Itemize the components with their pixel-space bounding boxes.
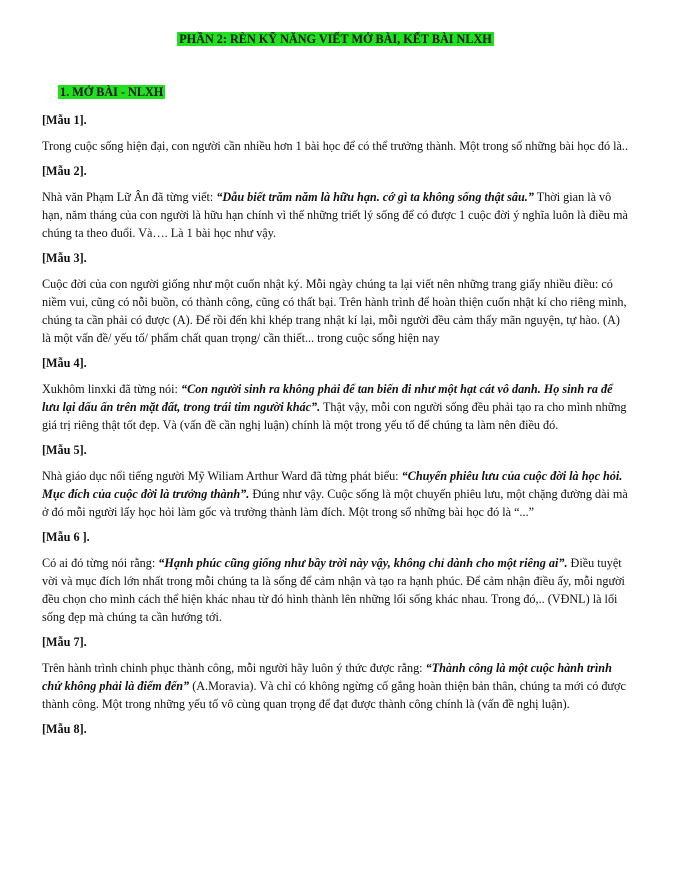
template-label: [Mẫu 4]. [42,356,87,370]
paragraph-text-continued: Thời gian là vô hạn, năm tháng của con người là hữu hạn chính vì thế những triết lý sống để có được 1 cuộc đời ý nghĩa luôn là điều mà chúng ta theo đuổi. Và…. Là 1 bài học như vậy. [42,190,628,240]
template-paragraph [42,380,629,434]
template-label: [Mẫu 5]. [42,443,87,457]
template-paragraph [42,467,629,521]
paragraph-text: Nhà văn Phạm Lữ Ân đã từng viết: [42,190,217,204]
paragraph-text-continued: (A.Moravia). Và chỉ có không ngừng cố gắng hoàn thiện bản thân, chúng ta mới có được thành công. Một trong những yếu tố vô cùng quan trọng để đạt được thành công chính là (vấn đề nghị luận). [42,679,626,711]
paragraph-text: Cuộc đời của con người giống như một cuốn nhật ký. Mỗi ngày chúng ta lại viết nên những trang giấy nhiều điều: có niềm vui, cũng có nỗi buồn, có thành công, cũng có thất bại. Trên hành trình để hoàn thiện cuốn nhật kí cho riêng mình, chúng ta cần phải có được (A). Để rồi đến khi khép trang nhật kí lại, mỗi người đều cảm thấy mãn nguyện, tự hào. (A) là một vấn đề/ yếu tố/ phẩm chất quan trọng/ cần thiết... trong cuộc sống hiện nay [42,277,627,345]
template-label: [Mẫu 7]. [42,635,87,649]
template-label: [Mẫu 8]. [42,722,87,736]
paragraph-text: Trong cuộc sống hiện đại, con người cần nhiều hơn 1 bài học để có thể trưởng thành. Một trong số những bài học đó là.. [42,139,629,153]
quotation: “Dẫu biết trăm năm là hữu hạn. cớ gì ta không sống thật sâu.” [216,190,534,204]
paragraph-text-continued: Điều tuyệt vời và mục đích lớn nhất trong mỗi chúng ta là sống để cảm nhận và tạo ra hạnh phúc. Để cảm nhận điều ấy, mỗi người đều chọn cho mình cách thể hiện khác nhau từ đó hình thành lên những lối sống khác nhau. Trong đó,.. (VĐNL) là lối sống đẹp mà chúng ta cần hướng tới. [42,556,625,624]
template-label: [Mẫu 3]. [42,251,87,265]
template-list [42,111,629,738]
quotation: “Chuyến phiêu lưu của cuộc đời là học hỏi. Mục đích của cuộc đời là trưởng thành”. [42,469,623,501]
template-paragraph [42,137,629,155]
template-label: [Mẫu 1]. [42,113,87,127]
template-paragraph [42,188,629,242]
section-heading-wrap [58,83,629,101]
template-paragraph [42,275,629,347]
paragraph-text: Xukhôm linxki đã từng nói: [42,382,181,396]
paragraph-text: Nhà giáo dục nổi tiếng người Mỹ Wiliam Arthur Ward đã từng phát biểu: [42,469,402,483]
paragraph-text: Có ai đó từng nói rằng: [42,556,159,570]
quotation: “Con người sinh ra không phải để tan biến đi như một hạt cát vô danh. Họ sinh ra để lưu lại dấu ấn trên mặt đất, trong trái tim người khác”. [42,382,613,414]
title-block [42,30,629,48]
template-paragraph [42,659,629,713]
quotation: “Thành công là một cuộc hành trình chứ không phải là điểm đến” [42,661,612,693]
template-paragraph [42,554,629,626]
paragraph-text-continued: Đúng như vậy. Cuộc sống là một chuyến phiêu lưu, một chặng đường dài mà ở đó mỗi người lấy học hỏi làm gốc và trưởng thành làm đích. Một trong số những bài học đó là “...” [42,487,628,519]
quotation: “Hạnh phúc cũng giống như bầy trời này vậy, không chỉ dành cho một riêng ai”. [158,556,568,570]
page-title: PHẦN 2: RÈN KỸ NĂNG VIẾT MỞ BÀI, KẾT BÀI NLXH [179,32,492,46]
template-label: [Mẫu 6 ]. [42,530,90,544]
section-heading: 1. MỞ BÀI - NLXH [60,85,164,99]
paragraph-text-continued: Thật vậy, mỗi con người sống đều phải tạo ra cho mình những giá trị riêng thật tốt đẹp. Và (vấn đề cần nghị luận) chính là một trong yếu tố để chúng ta làm nên điều đó. [42,400,627,432]
paragraph-text: Trên hành trình chinh phục thành công, mỗi người hãy luôn ý thức được rằng: [42,661,426,675]
template-label: [Mẫu 2]. [42,164,87,178]
